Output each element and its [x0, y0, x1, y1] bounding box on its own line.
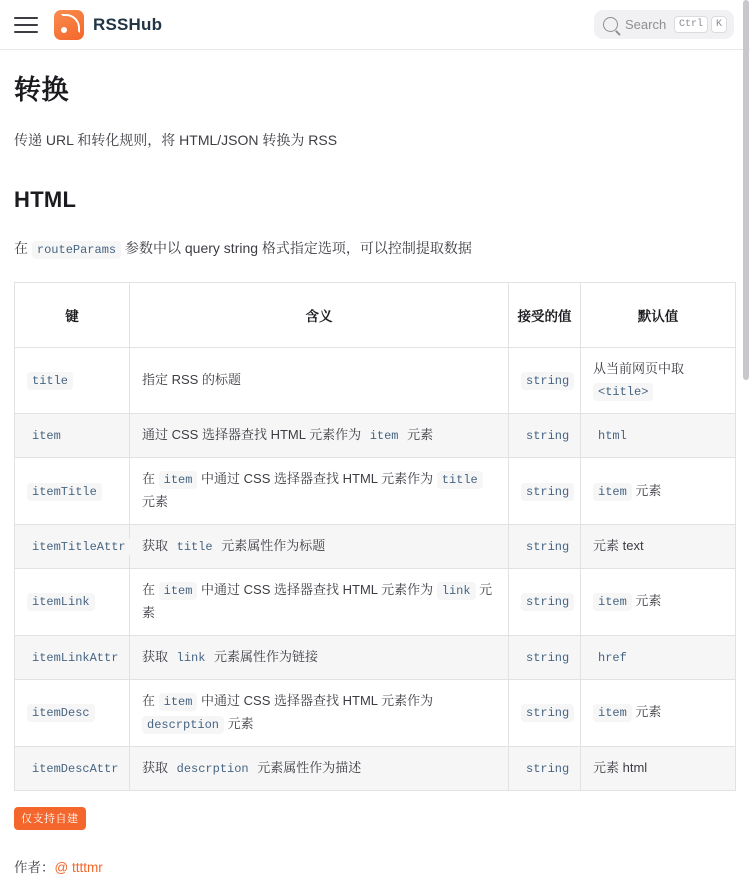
- cell-default-value: 从当前网页中取 <title>: [581, 347, 736, 414]
- table-header-key: 键: [15, 282, 130, 347]
- page-lead: 传递 URL 和转化规则，将 HTML/JSON 转换为 RSS: [14, 132, 338, 148]
- page-title: 转换: [14, 75, 69, 105]
- accepted-value-code: string: [521, 593, 574, 611]
- kbd-k: K: [711, 16, 727, 33]
- table-header-row: [15, 282, 736, 347]
- search-icon: [603, 17, 618, 32]
- rsshub-logo-icon[interactable]: [54, 10, 84, 40]
- cell-meaning: 在 item 中通过 CSS 选择器查找 HTML 元素作为 title 元素: [130, 458, 509, 525]
- cell-accepted-value: [509, 414, 581, 458]
- cell-default-value: [581, 635, 736, 679]
- author-link[interactable]: @ ttttmr: [54, 859, 103, 875]
- table-row: [15, 414, 736, 458]
- scrollbar-thumb[interactable]: [743, 0, 749, 380]
- hamburger-bar: [14, 24, 38, 26]
- cell-default-value: [581, 414, 736, 458]
- accepted-value-code: string: [521, 538, 574, 556]
- table-row: [15, 569, 736, 636]
- param-key-code: itemDescAttr: [27, 760, 123, 778]
- params-table-body: [15, 347, 736, 790]
- kbd-ctrl: Ctrl: [674, 16, 708, 33]
- cell-key: [15, 525, 130, 569]
- table-header-meaning: 含义: [130, 282, 509, 347]
- table-row: [15, 347, 736, 414]
- cell-default-value: 元素 html: [581, 746, 736, 790]
- section-title-html: HTML: [14, 186, 77, 212]
- note-text-before: 在: [14, 239, 32, 256]
- note-text-after: 参数中以 query string 格式指定选项，可以控制提取数据: [121, 239, 472, 256]
- inline-code: item: [365, 427, 404, 445]
- inline-code: link: [437, 582, 476, 600]
- cell-accepted-value: [509, 635, 581, 679]
- author-row: [14, 856, 736, 876]
- cell-key: [15, 635, 130, 679]
- inline-code: html: [593, 427, 632, 445]
- cell-meaning: 在 item 中通过 CSS 选择器查找 HTML 元素作为 descrption 元素: [130, 679, 509, 746]
- inline-code: item: [593, 483, 632, 501]
- cell-accepted-value: [509, 458, 581, 525]
- note-inline-code: routeParams: [32, 241, 121, 259]
- param-key-code: itemDesc: [27, 704, 95, 722]
- page-scrollbar[interactable]: [742, 0, 750, 800]
- badge-row: [14, 807, 736, 830]
- cell-accepted-value: [509, 679, 581, 746]
- inline-code: item: [159, 582, 198, 600]
- inline-code: item: [593, 593, 632, 611]
- brand-title[interactable]: RSSHub: [93, 14, 163, 34]
- author-label: 作者：: [14, 859, 55, 875]
- table-row: [15, 746, 736, 790]
- cell-key: [15, 458, 130, 525]
- cell-key: [15, 679, 130, 746]
- cell-meaning: 指定 RSS 的标题: [130, 347, 509, 414]
- param-key-code: itemLinkAttr: [27, 649, 123, 667]
- accepted-value-code: string: [521, 704, 574, 722]
- inline-code: link: [172, 649, 211, 667]
- accepted-value-code: string: [521, 483, 574, 501]
- cell-meaning: 在 item 中通过 CSS 选择器查找 HTML 元素作为 link 元素: [130, 569, 509, 636]
- search-input[interactable]: [594, 10, 734, 39]
- cell-default-value: item 元素: [581, 569, 736, 636]
- cell-meaning: 获取 title 元素属性作为标题: [130, 525, 509, 569]
- route-params-note: [14, 235, 736, 262]
- table-row: [15, 635, 736, 679]
- search-placeholder: Search: [625, 17, 667, 32]
- table-header-default: 默认值: [581, 282, 736, 347]
- inline-code: href: [593, 649, 632, 667]
- app-header: [0, 0, 750, 50]
- cell-default-value: item 元素: [581, 458, 736, 525]
- cell-key: [15, 569, 130, 636]
- inline-code: title: [172, 538, 218, 556]
- cell-meaning: 获取 link 元素属性作为链接: [130, 635, 509, 679]
- params-table: [14, 282, 736, 791]
- inline-code: descrption: [172, 760, 254, 778]
- params-table-head: [15, 282, 736, 347]
- cell-key: [15, 347, 130, 414]
- cell-default-value: 元素 text: [581, 525, 736, 569]
- inline-code: item: [159, 693, 198, 711]
- inline-code: <title>: [593, 383, 653, 401]
- cell-accepted-value: [509, 347, 581, 414]
- inline-code: item: [159, 471, 198, 489]
- accepted-value-code: string: [521, 372, 574, 390]
- inline-code: descrption: [142, 716, 224, 734]
- status-badge: 仅支持自建: [14, 807, 86, 830]
- page-content: [0, 50, 750, 876]
- table-header-accept: 接受的值: [509, 282, 581, 347]
- cell-default-value: item 元素: [581, 679, 736, 746]
- accepted-value-code: string: [521, 649, 574, 667]
- cell-accepted-value: [509, 746, 581, 790]
- param-key-code: itemLink: [27, 593, 95, 611]
- param-key-code: item: [27, 427, 66, 445]
- cell-meaning: 通过 CSS 选择器查找 HTML 元素作为 item 元素: [130, 414, 509, 458]
- table-row: [15, 679, 736, 746]
- param-key-code: itemTitle: [27, 483, 102, 501]
- cell-key: [15, 746, 130, 790]
- param-key-code: title: [27, 372, 73, 390]
- inline-code: title: [437, 471, 483, 489]
- cell-accepted-value: [509, 569, 581, 636]
- table-row: [15, 525, 736, 569]
- hamburger-icon[interactable]: [14, 12, 40, 38]
- cell-meaning: 获取 descrption 元素属性作为描述: [130, 746, 509, 790]
- cell-accepted-value: [509, 525, 581, 569]
- table-row: [15, 458, 736, 525]
- inline-code: item: [593, 704, 632, 722]
- search-shortcut: [674, 16, 727, 33]
- param-key-code: itemTitleAttr: [27, 538, 131, 556]
- hamburger-bar: [14, 17, 38, 19]
- hamburger-bar: [14, 31, 38, 33]
- accepted-value-code: string: [521, 760, 574, 778]
- cell-key: [15, 414, 130, 458]
- accepted-value-code: string: [521, 427, 574, 445]
